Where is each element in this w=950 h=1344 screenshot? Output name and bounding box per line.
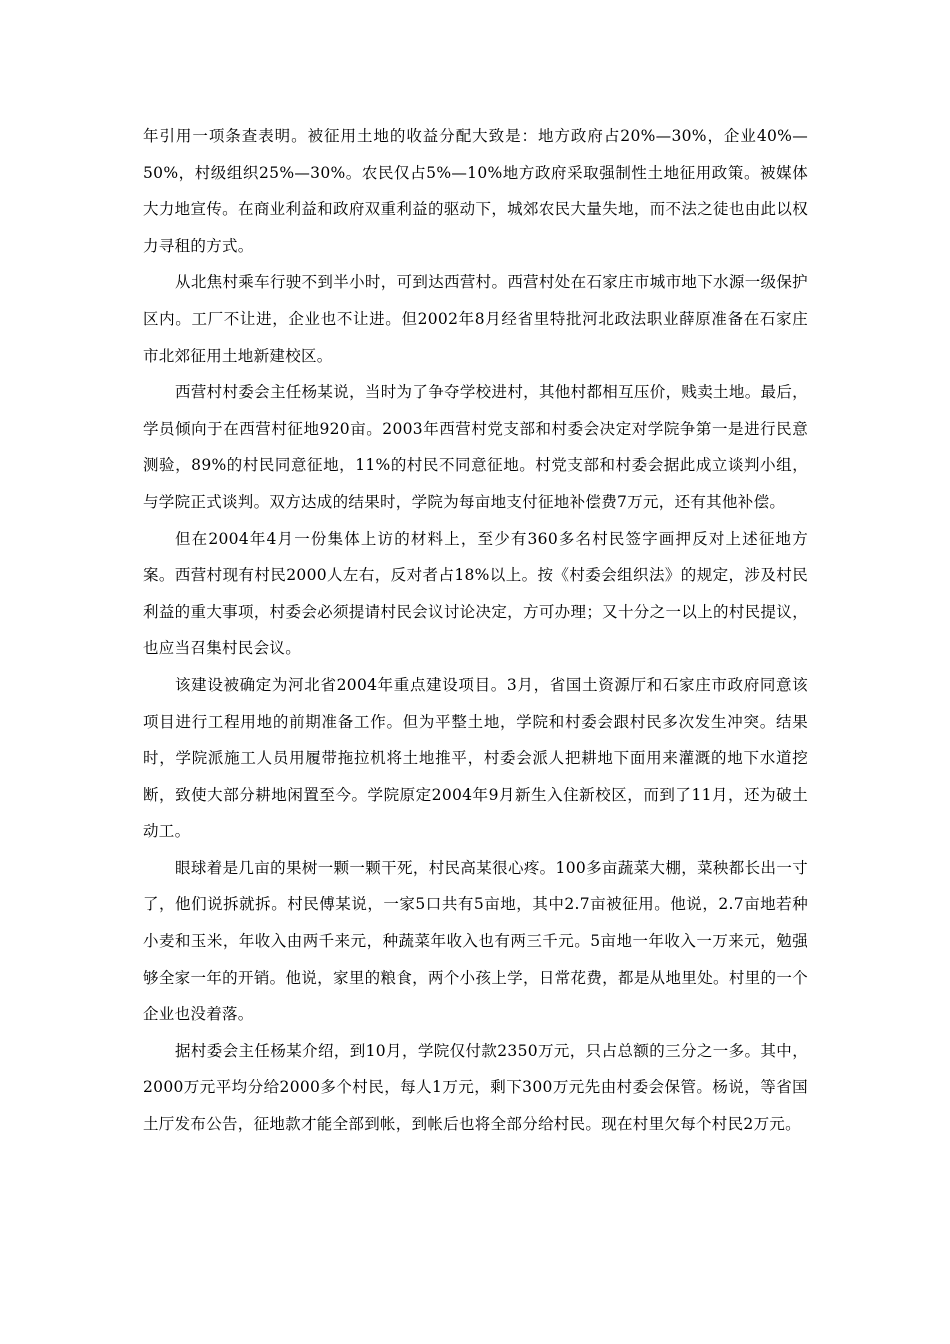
paragraph-3: 西营村村委会主任杨某说，当时为了争夺学校进村，其他村都相互压价，贱卖土地。最后，学员倾向于在西营村征地920亩。2003年西营村党支部和村委会决定对学院争第一是进行民意测验，89%的村民同意征地，11%的村民不同意征地。村党支部和村委会据此成立谈判小组，与学院正式谈判。双方达成的结果时，学院为每亩地支付征地补偿费7万元，还有其他补偿。: [143, 383, 808, 511]
paragraph-1: 年引用一项条查表明。被征用土地的收益分配大致是：地方政府占20%—30%，企业40%—50%，村级组织25%—30%。农民仅占5%—10%地方政府采取强制性土地征用政策。被媒体大力地宣传。在商业利益和政府双重利益的驱动下，城郊农民大量失地，而不法之徒也由此以权力寻租的方式。: [143, 127, 808, 255]
paragraph-4: 但在2004年4月一份集体上访的材料上，至少有360多名村民签字画押反对上述征地方案。西营村现有村民2000人左右，反对者占18%以上。按《村委会组织法》的规定，涉及村民利益的重大事项，村委会必须提请村民会议讨论决定，方可办理；又十分之一以上的村民提议，也应当召集村民会议。: [143, 529, 808, 658]
paragraph-7: 据村委会主任杨某介绍，到10月，学院仅付款2350万元，只占总额的三分之一多。其中，2000万元平均分给2000多个村民，每人1万元，剩下300万元先由村委会保管。杨说，等省国土厅发布公告，征地款才能全部到帐，到帐后也将全部分给村民。现在村里欠每个村民2万元。: [143, 1041, 808, 1134]
paragraph-2: 从北焦村乘车行驶不到半小时，可到达西营村。西营村处在石家庄市城市地下水源一级保护区内。工厂不让进，企业也不让进。但2002年8月经省里特批河北政法职业薛原准备在石家庄市北郊征用土地新建校区。: [143, 273, 808, 365]
paragraph-5: 该建设被确定为河北省2004年重点建设项目。3月，省国土资源厅和石家庄市政府同意该项目进行工程用地的前期准备工作。但为平整土地，学院和村委会跟村民多次发生冲突。结果时，学院派施工人员用履带拖拉机将土地推平，村委会派人把耕地下面用来灌溉的地下水道挖断，致使大部分耕地闲置至今。学院原定2004年9月新生入住新校区，而到了11月，还为破土动工。: [143, 675, 808, 841]
document-body: [143, 118, 808, 1143]
paragraph-6: 眼球着是几亩的果树一颗一颗干死，村民高某很心疼。100多亩蔬菜大棚，菜秧都长出一寸了，他们说拆就拆。村民傅某说，一家5口共有5亩地，其中2.7亩被征用。他说，2.7亩地若种小麦和玉米，年收入由两千来元，种蔬菜年收入也有两三千元。5亩地一年收入一万来元，勉强够全家一年的开销。他说，家里的粮食，两个小孩上学，日常花费，都是从地里处。村里的一个企业也没着落。: [143, 858, 808, 1024]
